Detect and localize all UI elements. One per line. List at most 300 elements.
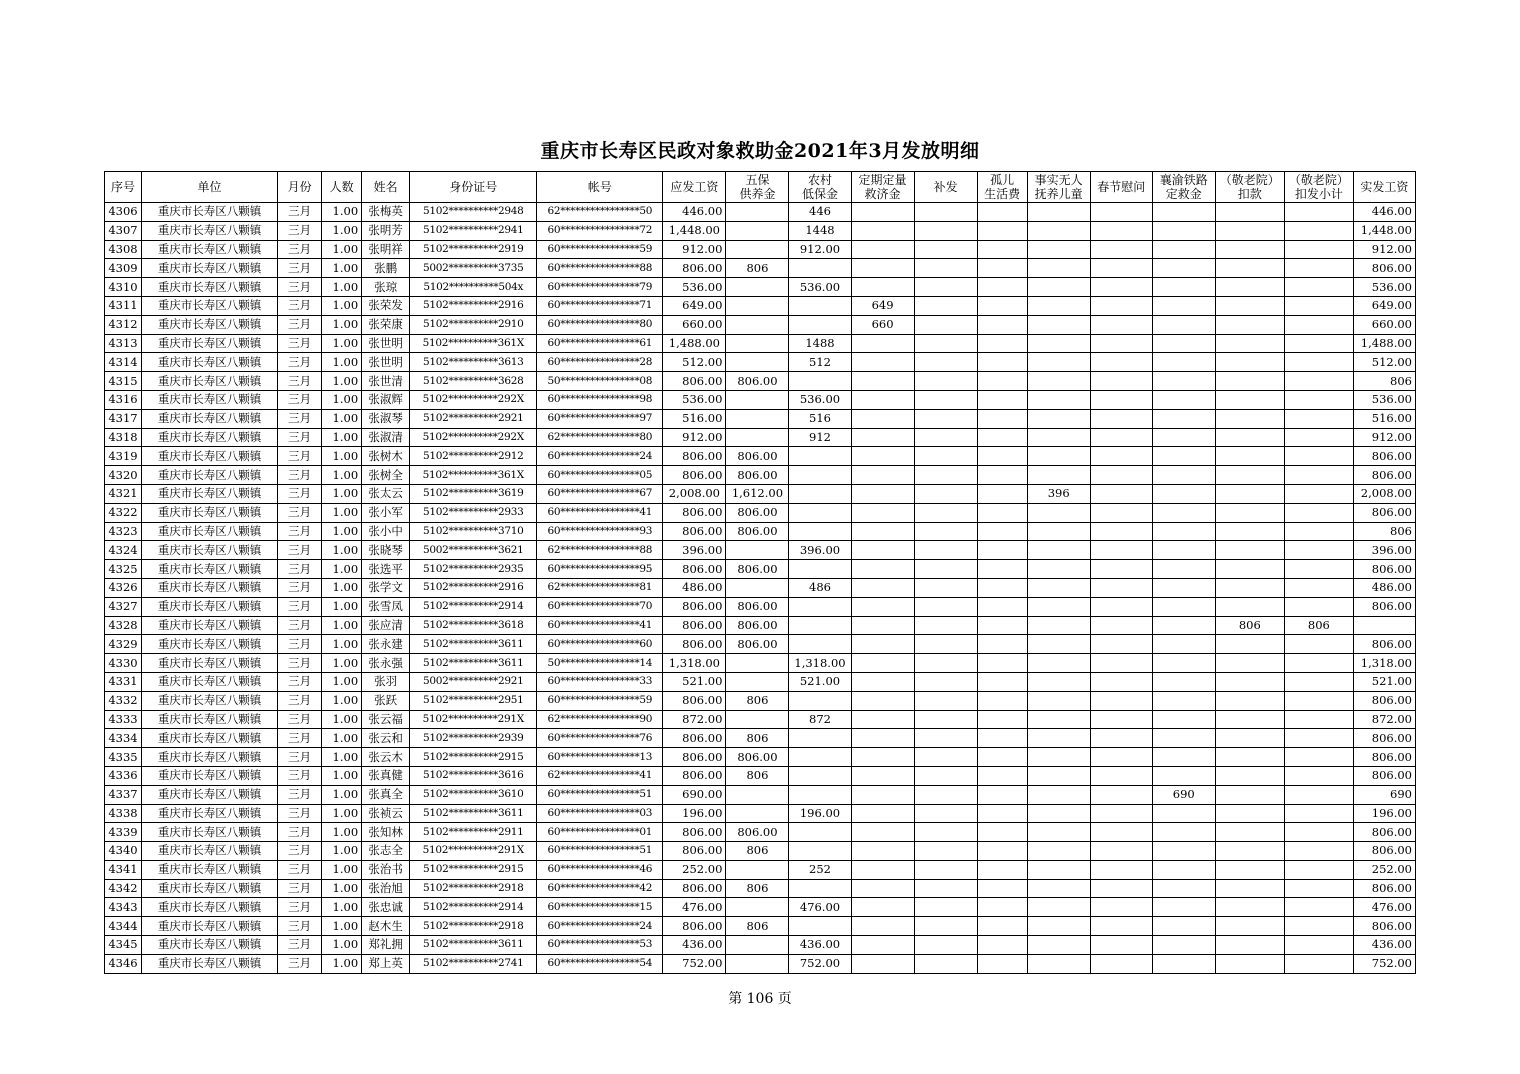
- table-cell: 60****************28: [537, 353, 663, 372]
- table-cell: [1027, 823, 1090, 842]
- table-row: [105, 409, 1416, 428]
- table-cell: 806.00: [663, 879, 726, 898]
- table-cell: 重庆市长寿区八颗镇: [142, 936, 278, 955]
- table-cell: [789, 785, 851, 804]
- table-cell: 806: [726, 259, 789, 278]
- document-title: 重庆市长寿区民政对象救助金2021年3月发放明细: [540, 140, 980, 162]
- table-cell: 806.00: [726, 560, 789, 579]
- table-cell: [1284, 710, 1353, 729]
- table-row: [105, 447, 1416, 466]
- table-cell: 1,612.00: [726, 484, 789, 503]
- table-cell: [1284, 541, 1353, 560]
- table-cell: [851, 936, 914, 955]
- table-cell: [914, 447, 977, 466]
- table-cell: 三月: [278, 203, 322, 222]
- table-cell: [1152, 428, 1215, 447]
- table-cell: 912.00: [1353, 240, 1415, 259]
- table-cell: [1215, 560, 1284, 579]
- table-cell: [1152, 635, 1215, 654]
- table-cell: [1215, 936, 1284, 955]
- table-cell: [851, 522, 914, 541]
- table-cell: [726, 221, 789, 240]
- table-cell: [1152, 729, 1215, 748]
- table-cell: 806.00: [726, 466, 789, 485]
- table-row: [105, 710, 1416, 729]
- table-cell: [1090, 409, 1152, 428]
- table-cell: [1090, 804, 1152, 823]
- table-cell: [726, 315, 789, 334]
- table-cell: 4335: [105, 748, 142, 767]
- table-cell: [977, 560, 1027, 579]
- table-cell: 张云和: [362, 729, 410, 748]
- table-cell: [1215, 860, 1284, 879]
- table-header-row: [105, 172, 1416, 203]
- table-cell: [851, 541, 914, 560]
- table-cell: 512.00: [663, 353, 726, 372]
- table-cell: 4314: [105, 353, 142, 372]
- table-cell: [851, 616, 914, 635]
- table-cell: 806.00: [1353, 729, 1415, 748]
- table-cell: 重庆市长寿区八颗镇: [142, 654, 278, 673]
- table-cell: 649: [851, 296, 914, 315]
- table-cell: 1.00: [322, 353, 362, 372]
- table-cell: 郑上英: [362, 954, 410, 973]
- table-cell: [851, 259, 914, 278]
- table-cell: [977, 259, 1027, 278]
- table-row: [105, 654, 1416, 673]
- table-cell: [1215, 522, 1284, 541]
- table-cell: 5102**********2915: [410, 860, 537, 879]
- table-cell: [1215, 240, 1284, 259]
- table-cell: 806.00: [663, 766, 726, 785]
- table-cell: 252.00: [1353, 860, 1415, 879]
- table-cell: [1152, 860, 1215, 879]
- table-cell: 重庆市长寿区八颗镇: [142, 729, 278, 748]
- table-cell: [851, 729, 914, 748]
- table-cell: 536.00: [1353, 278, 1415, 297]
- table-cell: [977, 823, 1027, 842]
- table-cell: [1215, 334, 1284, 353]
- table-cell: 806.00: [1353, 503, 1415, 522]
- table-cell: [1090, 541, 1152, 560]
- table-cell: [977, 710, 1027, 729]
- table-cell: 806.00: [663, 691, 726, 710]
- table-cell: 806.00: [663, 616, 726, 635]
- table-cell: 252: [789, 860, 851, 879]
- table-cell: [1090, 936, 1152, 955]
- table-cell: [1090, 654, 1152, 673]
- table-cell: 436.00: [663, 936, 726, 955]
- table-cell: 1.00: [322, 484, 362, 503]
- table-cell: [977, 936, 1027, 955]
- table-cell: [977, 898, 1027, 917]
- table-row: [105, 334, 1416, 353]
- table-cell: 5102**********2918: [410, 917, 537, 936]
- table-cell: [1027, 334, 1090, 353]
- table-cell: [789, 729, 851, 748]
- table-cell: [1284, 898, 1353, 917]
- table-cell: 806: [726, 766, 789, 785]
- table-cell: [977, 522, 1027, 541]
- column-header: 人数: [322, 172, 362, 203]
- table-cell: 1.00: [322, 710, 362, 729]
- table-cell: 张治旭: [362, 879, 410, 898]
- table-cell: 5102**********2918: [410, 879, 537, 898]
- table-cell: [1353, 616, 1415, 635]
- table-cell: 张淑清: [362, 428, 410, 447]
- table-row: [105, 635, 1416, 654]
- table-cell: [1284, 484, 1353, 503]
- table-cell: [914, 484, 977, 503]
- table-cell: [977, 428, 1027, 447]
- table-cell: 重庆市长寿区八颗镇: [142, 560, 278, 579]
- table-cell: 60****************95: [537, 560, 663, 579]
- table-cell: [726, 785, 789, 804]
- table-cell: [851, 597, 914, 616]
- column-header: 序号: [105, 172, 142, 203]
- table-cell: [789, 259, 851, 278]
- table-cell: [1152, 710, 1215, 729]
- table-cell: 张跃: [362, 691, 410, 710]
- table-cell: 5102**********292X: [410, 428, 537, 447]
- table-cell: 806: [1353, 372, 1415, 391]
- table-cell: 4306: [105, 203, 142, 222]
- table-cell: [789, 766, 851, 785]
- table-cell: [914, 221, 977, 240]
- table-cell: [1152, 823, 1215, 842]
- table-cell: 806.00: [726, 748, 789, 767]
- table-cell: [1152, 221, 1215, 240]
- table-cell: 1.00: [322, 672, 362, 691]
- table-cell: 60****************42: [537, 879, 663, 898]
- table-cell: [789, 635, 851, 654]
- table-cell: 重庆市长寿区八颗镇: [142, 710, 278, 729]
- table-cell: 912.00: [663, 240, 726, 259]
- table-row: [105, 616, 1416, 635]
- table-cell: 1,318.00: [789, 654, 851, 673]
- table-cell: [1284, 860, 1353, 879]
- table-cell: [789, 503, 851, 522]
- table-cell: [1090, 616, 1152, 635]
- table-cell: [1284, 823, 1353, 842]
- table-cell: [1090, 710, 1152, 729]
- table-cell: [1152, 917, 1215, 936]
- table-cell: [851, 560, 914, 579]
- table-row: [105, 428, 1416, 447]
- table-cell: [1284, 635, 1353, 654]
- table-row: [105, 954, 1416, 973]
- table-cell: [977, 466, 1027, 485]
- table-cell: [851, 503, 914, 522]
- table-cell: 张世明: [362, 334, 410, 353]
- table-cell: 60****************51: [537, 785, 663, 804]
- table-cell: 5102**********2935: [410, 560, 537, 579]
- column-header: 实发工资: [1353, 172, 1415, 203]
- table-cell: [914, 578, 977, 597]
- table-cell: [977, 917, 1027, 936]
- table-cell: [1152, 748, 1215, 767]
- table-cell: 三月: [278, 917, 322, 936]
- table-cell: 806.00: [1353, 597, 1415, 616]
- table-cell: 三月: [278, 578, 322, 597]
- table-cell: [1215, 466, 1284, 485]
- table-row: [105, 221, 1416, 240]
- table-row: [105, 823, 1416, 842]
- table-cell: [1284, 560, 1353, 579]
- table-cell: 三月: [278, 635, 322, 654]
- table-cell: 5102**********2948: [410, 203, 537, 222]
- table-cell: [1152, 278, 1215, 297]
- table-cell: 张真全: [362, 785, 410, 804]
- table-cell: [1152, 804, 1215, 823]
- table-cell: [1090, 315, 1152, 334]
- table-cell: [977, 748, 1027, 767]
- table-cell: [1215, 842, 1284, 861]
- table-cell: 三月: [278, 541, 322, 560]
- table-cell: [977, 334, 1027, 353]
- table-cell: [1284, 804, 1353, 823]
- table-cell: 806.00: [663, 466, 726, 485]
- table-cell: [789, 296, 851, 315]
- table-cell: 三月: [278, 259, 322, 278]
- table-cell: [914, 635, 977, 654]
- table-cell: [977, 503, 1027, 522]
- table-cell: 郑礼拥: [362, 936, 410, 955]
- table-cell: 4324: [105, 541, 142, 560]
- table-cell: 5102**********2914: [410, 597, 537, 616]
- table-cell: 张树全: [362, 466, 410, 485]
- table-cell: [1215, 710, 1284, 729]
- table-cell: 60****************71: [537, 296, 663, 315]
- table-cell: 476.00: [663, 898, 726, 917]
- table-cell: [789, 315, 851, 334]
- table-cell: [1284, 766, 1353, 785]
- table-cell: 4322: [105, 503, 142, 522]
- table-cell: 872.00: [1353, 710, 1415, 729]
- table-cell: 张太云: [362, 484, 410, 503]
- table-cell: [1152, 353, 1215, 372]
- table-cell: [1215, 804, 1284, 823]
- table-cell: 张小军: [362, 503, 410, 522]
- table-cell: [1090, 578, 1152, 597]
- table-cell: 60****************60: [537, 635, 663, 654]
- table-row: [105, 898, 1416, 917]
- table-cell: [1090, 466, 1152, 485]
- table-cell: 重庆市长寿区八颗镇: [142, 409, 278, 428]
- table-cell: 1.00: [322, 428, 362, 447]
- table-cell: 重庆市长寿区八颗镇: [142, 390, 278, 409]
- table-cell: [1027, 785, 1090, 804]
- table-cell: 446: [789, 203, 851, 222]
- table-cell: [851, 672, 914, 691]
- table-cell: 806.00: [1353, 691, 1415, 710]
- table-cell: [914, 466, 977, 485]
- table-cell: 1.00: [322, 203, 362, 222]
- table-cell: 5102**********3611: [410, 804, 537, 823]
- table-cell: 806.00: [663, 597, 726, 616]
- table-cell: [1090, 823, 1152, 842]
- table-cell: 60****************41: [537, 503, 663, 522]
- table-cell: [789, 522, 851, 541]
- table-cell: 三月: [278, 748, 322, 767]
- table-row: [105, 879, 1416, 898]
- table-cell: [789, 879, 851, 898]
- table-cell: 重庆市长寿区八颗镇: [142, 522, 278, 541]
- table-cell: 806.00: [1353, 560, 1415, 579]
- table-cell: 806.00: [663, 917, 726, 936]
- table-cell: 1.00: [322, 954, 362, 973]
- table-cell: 4329: [105, 635, 142, 654]
- table-cell: 重庆市长寿区八颗镇: [142, 898, 278, 917]
- table-cell: [851, 860, 914, 879]
- table-cell: [726, 804, 789, 823]
- table-cell: 60****************61: [537, 334, 663, 353]
- table-cell: 446.00: [663, 203, 726, 222]
- table-cell: [1215, 484, 1284, 503]
- table-cell: [1215, 654, 1284, 673]
- table-cell: 660.00: [1353, 315, 1415, 334]
- table-cell: [914, 296, 977, 315]
- table-cell: 1.00: [322, 409, 362, 428]
- table-cell: [914, 372, 977, 391]
- table-cell: 5102**********3619: [410, 484, 537, 503]
- table-cell: 重庆市长寿区八颗镇: [142, 879, 278, 898]
- table-cell: 三月: [278, 954, 322, 973]
- table-cell: 1.00: [322, 898, 362, 917]
- table-cell: 5102**********2915: [410, 748, 537, 767]
- table-cell: [726, 240, 789, 259]
- table-cell: 806.00: [726, 522, 789, 541]
- table-cell: 三月: [278, 823, 322, 842]
- table-cell: 5102**********2912: [410, 447, 537, 466]
- table-cell: [1027, 560, 1090, 579]
- table-cell: 806.00: [663, 748, 726, 767]
- table-cell: [1152, 522, 1215, 541]
- table-cell: 张荣发: [362, 296, 410, 315]
- table-cell: 60****************59: [537, 691, 663, 710]
- table-cell: [1090, 748, 1152, 767]
- table-cell: 三月: [278, 860, 322, 879]
- table-cell: [1215, 785, 1284, 804]
- table-cell: [851, 221, 914, 240]
- column-header: 春节慰问: [1090, 172, 1152, 203]
- table-cell: 1.00: [322, 616, 362, 635]
- table-cell: [1027, 635, 1090, 654]
- table-cell: [977, 578, 1027, 597]
- table-cell: 536.00: [1353, 390, 1415, 409]
- table-cell: 4309: [105, 259, 142, 278]
- table-row: [105, 203, 1416, 222]
- table-cell: [1215, 428, 1284, 447]
- table-cell: [977, 616, 1027, 635]
- table-cell: [1152, 578, 1215, 597]
- table-cell: [914, 860, 977, 879]
- table-cell: 1.00: [322, 635, 362, 654]
- table-cell: 396.00: [663, 541, 726, 560]
- table-cell: 5102**********3613: [410, 353, 537, 372]
- table-cell: 张梅英: [362, 203, 410, 222]
- table-cell: 三月: [278, 278, 322, 297]
- table-cell: 张世明: [362, 353, 410, 372]
- table-cell: 张晓琴: [362, 541, 410, 560]
- table-cell: [851, 879, 914, 898]
- table-cell: 62****************90: [537, 710, 663, 729]
- table-cell: 60****************72: [537, 221, 663, 240]
- table-cell: 536.00: [663, 278, 726, 297]
- column-header: 补发: [914, 172, 977, 203]
- table-cell: 806.00: [726, 372, 789, 391]
- table-cell: [726, 353, 789, 372]
- table-cell: 张小中: [362, 522, 410, 541]
- table-cell: [914, 560, 977, 579]
- table-cell: [977, 203, 1027, 222]
- table-cell: [1152, 390, 1215, 409]
- table-cell: [1090, 259, 1152, 278]
- table-cell: 1448: [789, 221, 851, 240]
- table-cell: [789, 447, 851, 466]
- table-cell: 1,488.00: [1353, 334, 1415, 353]
- table-cell: [1215, 635, 1284, 654]
- table-cell: [851, 390, 914, 409]
- table-cell: [1090, 635, 1152, 654]
- table-cell: 60****************33: [537, 672, 663, 691]
- table-cell: [851, 466, 914, 485]
- table-cell: [789, 917, 851, 936]
- table-cell: [1027, 597, 1090, 616]
- table-cell: 5102**********2933: [410, 503, 537, 522]
- table-cell: [1215, 278, 1284, 297]
- table-cell: 重庆市长寿区八颗镇: [142, 860, 278, 879]
- table-cell: 1.00: [322, 522, 362, 541]
- table-row: [105, 503, 1416, 522]
- table-cell: 512: [789, 353, 851, 372]
- table-cell: 806: [726, 917, 789, 936]
- table-cell: [1284, 917, 1353, 936]
- table-cell: 5102**********2919: [410, 240, 537, 259]
- table-cell: 张琼: [362, 278, 410, 297]
- table-cell: [851, 578, 914, 597]
- table-cell: [851, 954, 914, 973]
- table-cell: 张雪凤: [362, 597, 410, 616]
- table-cell: 806.00: [663, 372, 726, 391]
- table-row: [105, 259, 1416, 278]
- table-cell: [977, 842, 1027, 861]
- table-cell: [789, 466, 851, 485]
- table-cell: [1284, 842, 1353, 861]
- table-cell: 三月: [278, 484, 322, 503]
- table-cell: 4307: [105, 221, 142, 240]
- table-cell: 4340: [105, 842, 142, 861]
- table-cell: 4346: [105, 954, 142, 973]
- table-cell: [914, 842, 977, 861]
- table-cell: 60****************03: [537, 804, 663, 823]
- table-cell: 806: [1284, 616, 1353, 635]
- table-cell: [1215, 578, 1284, 597]
- table-cell: [1027, 522, 1090, 541]
- table-cell: 5102**********2921: [410, 409, 537, 428]
- table-cell: 521.00: [663, 672, 726, 691]
- table-cell: 5102**********3610: [410, 785, 537, 804]
- table-cell: 436.00: [1353, 936, 1415, 955]
- table-cell: 张真健: [362, 766, 410, 785]
- table-row: [105, 484, 1416, 503]
- table-cell: 872.00: [663, 710, 726, 729]
- table-cell: [977, 409, 1027, 428]
- table-cell: 1.00: [322, 860, 362, 879]
- table-cell: 5102**********3618: [410, 616, 537, 635]
- table-cell: [1152, 240, 1215, 259]
- table-cell: 62****************80: [537, 428, 663, 447]
